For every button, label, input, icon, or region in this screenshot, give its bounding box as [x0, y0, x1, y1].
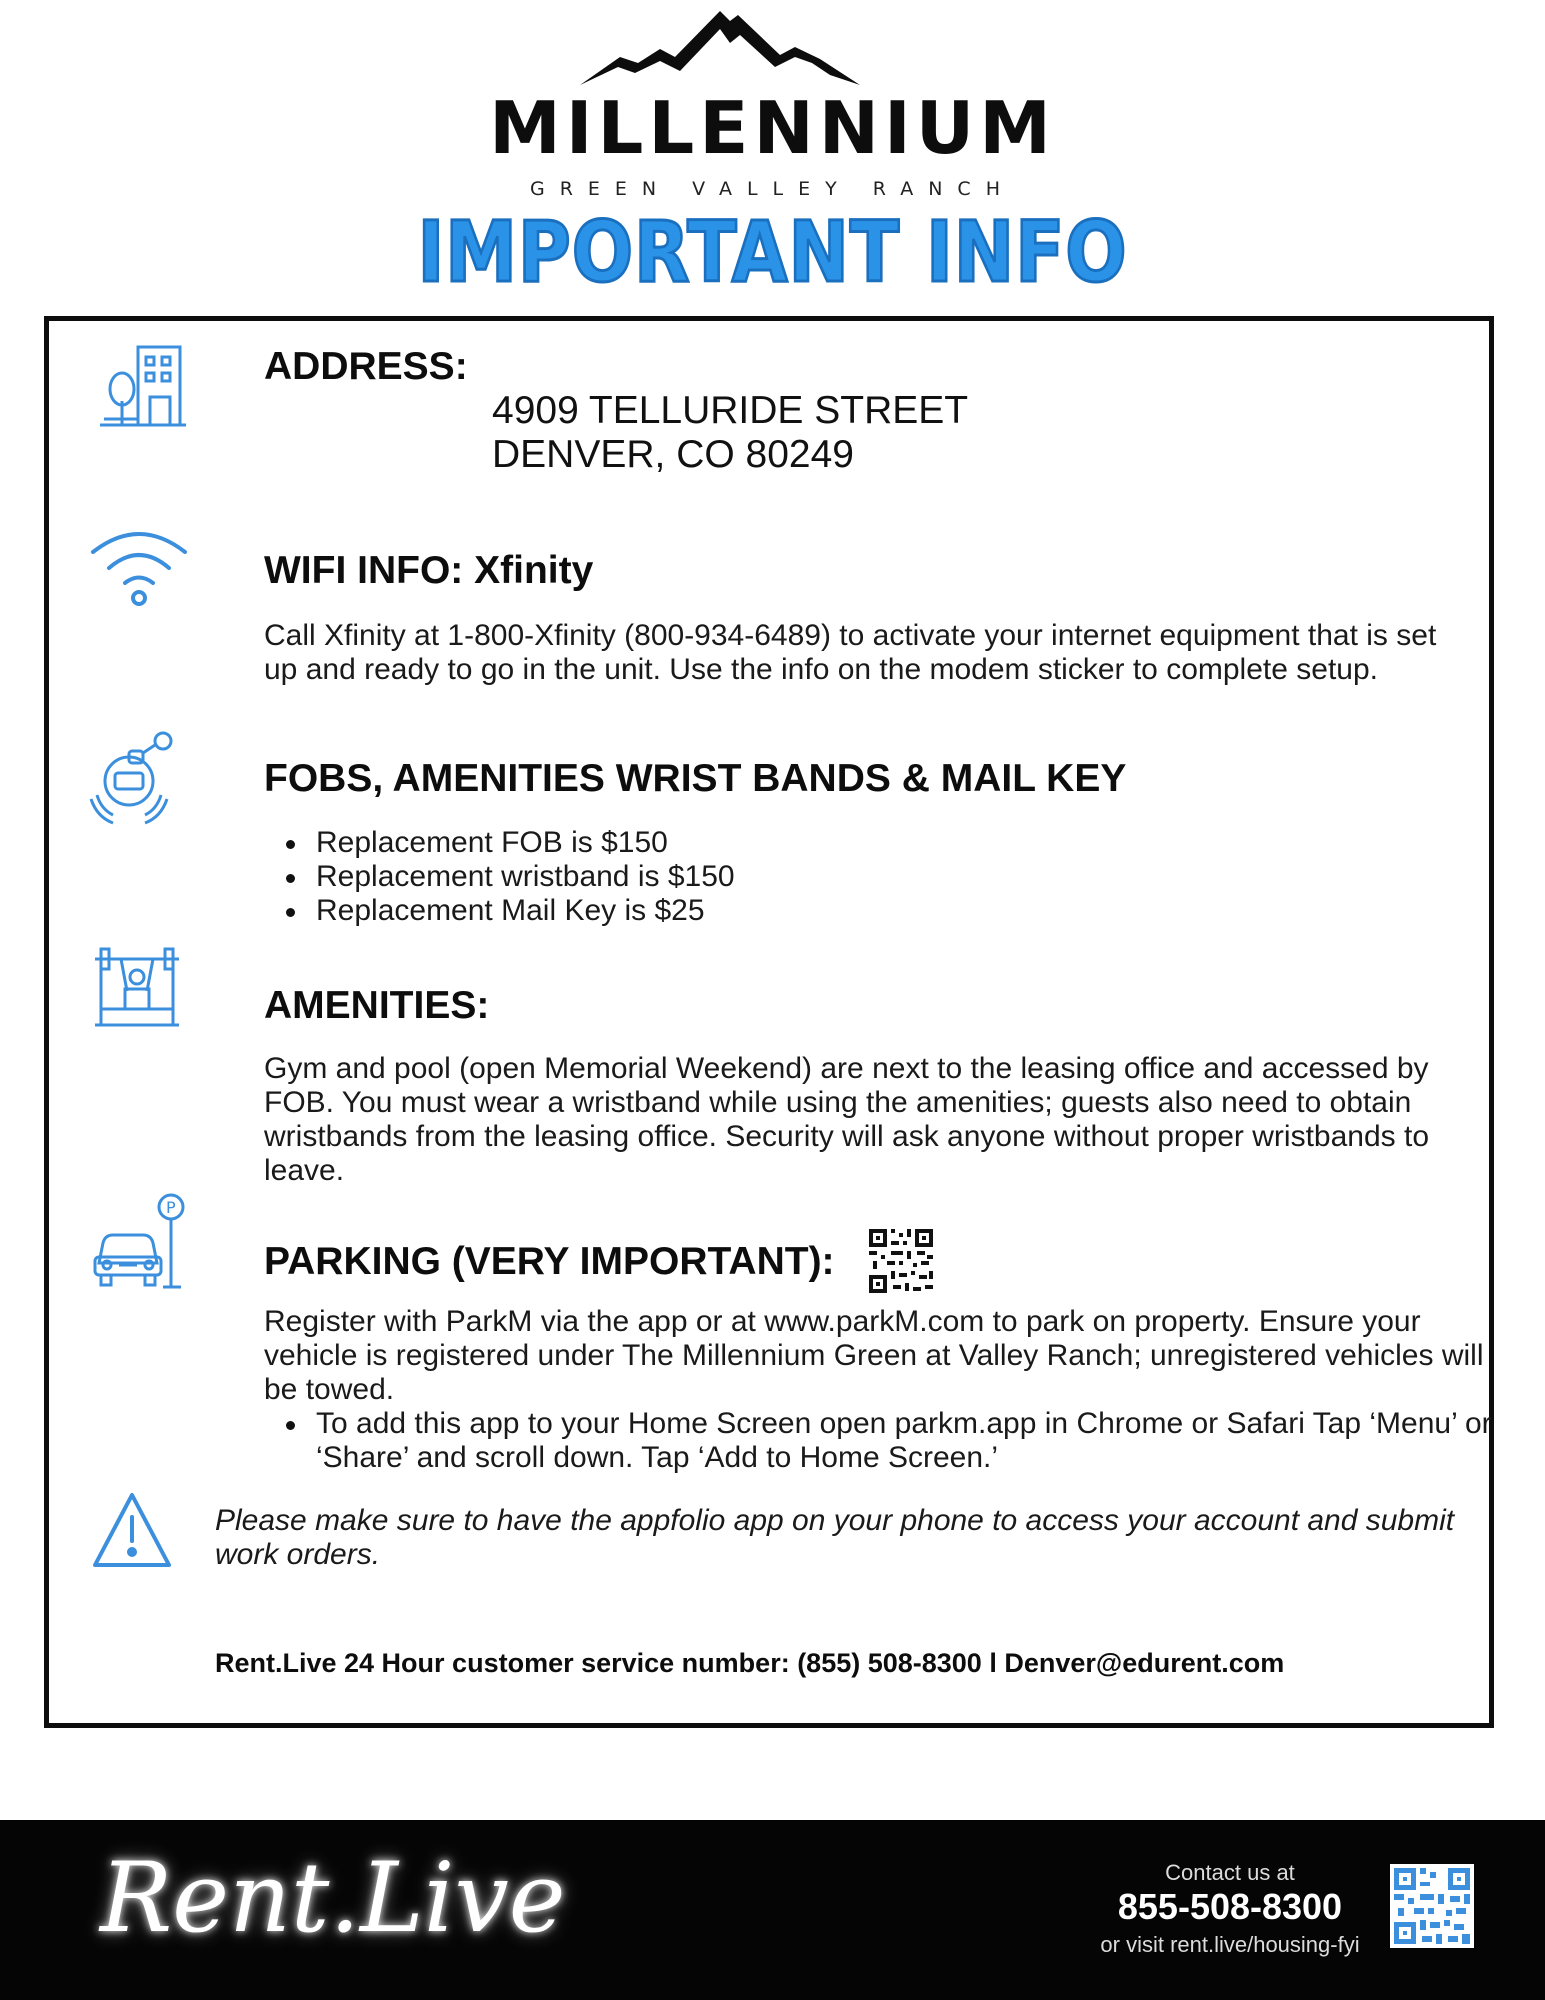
fobs-title: FOBS, AMENITIES WRIST BANDS & MAIL KEY [264, 757, 1127, 800]
footer-logo: Rent.Live [100, 1842, 566, 1954]
notice-text: Please make sure to have the appfolio app on your phone to access your account and submit work orders. [215, 1504, 1455, 1571]
svg-text:P: P [166, 1198, 176, 1217]
car-parking-icon [91, 1193, 191, 1293]
footer-visit-link: or visit rent.live/housing-fyi [1100, 1932, 1360, 1957]
list-item: Replacement FOB is $150 [264, 826, 735, 860]
fobs-list [264, 826, 735, 928]
address-line-2: DENVER, CO 80249 [492, 433, 854, 476]
footer-phone: 855-508-8300 [1117, 1886, 1343, 1927]
parking-body: Register with ParkM via the app or at www.parkM.com to park on property. Ensure your vehicle is registered under The Millennium Green at Valley Ranch; unregistered vehicles will be towed. [264, 1305, 1484, 1406]
brand-name: MILLENNIUM [489, 86, 1056, 170]
list-item: Replacement Mail Key is $25 [264, 894, 735, 928]
footer-contact-label: Contact us at [1165, 1860, 1295, 1885]
key-fob-icon [87, 729, 187, 825]
amenities-title: AMENITIES: [264, 984, 490, 1027]
page-title: IMPORTANT INFO [417, 203, 1128, 301]
amenities-body: Gym and pool (open Memorial Weekend) are next to the leasing office and accessed by FOB. You must wear a wristband while using the amenities; guests also need to obtain wristbands from the leasing office. Security will ask anyone without proper wristbands to leave. [264, 1052, 1430, 1187]
list-item: Replacement wristband is $150 [264, 860, 735, 894]
qr-code-icon [1390, 1864, 1474, 1948]
qr-code-icon [867, 1227, 935, 1295]
parking-list [264, 1407, 1494, 1475]
address-line-1: 4909 TELLURIDE STREET [492, 389, 969, 432]
weightlifting-icon [91, 945, 183, 1029]
list-item: To add this app to your Home Screen open parkm.app in Chrome or Safari Tap ‘Menu’ or ‘Share’ and scroll down. Tap ‘Add to Home Screen.’ [264, 1407, 1494, 1475]
building-icon [94, 341, 190, 431]
wifi-body: Call Xfinity at 1-800-Xfinity (800-934-6489) to activate your internet equipment that is set up and ready to go in the unit. Use the info on the modem sticker to complete setup. [264, 619, 1437, 686]
parking-title: PARKING (VERY IMPORTANT): [264, 1240, 835, 1283]
wifi-icon [87, 528, 191, 608]
wifi-title: WIFI INFO: Xfinity [264, 549, 594, 592]
brand-subtitle: GREEN VALLEY RANCH [530, 178, 1015, 200]
support-line: Rent.Live 24 Hour customer service number: (855) 508-8300 l Denver@edurent.com [215, 1648, 1285, 1678]
footer [0, 1820, 1545, 2000]
warning-icon [91, 1491, 173, 1571]
address-title: ADDRESS: [264, 345, 468, 388]
mountains-logo-icon [580, 5, 860, 90]
